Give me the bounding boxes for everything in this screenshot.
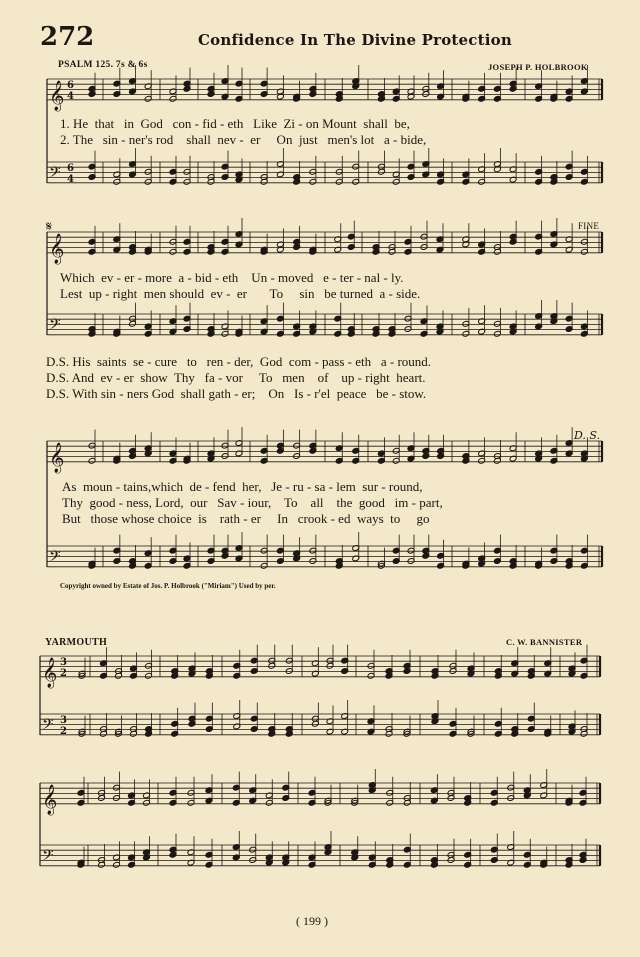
tune-name-yarmouth: YARMOUTH (45, 637, 108, 648)
composer-bannister: C. W. BANNISTER (506, 637, 583, 647)
time-signature-top: 6 (67, 163, 74, 174)
treble-clef-icon: 𝄞 (49, 233, 65, 264)
lyric-s3-verse2: Thy good - ness, Lord, our Sav - iour, To all the good im - part, (62, 495, 443, 510)
ds-line-verse2: D.S. And ev - er show Thy fa - vor To men of up - right heart. (46, 370, 426, 385)
treble-clef-icon: 𝄞 (42, 657, 58, 688)
time-signature-top: 3 (60, 657, 67, 668)
lyric-s1-verse1: 1. He that in God con - fid - eth Like Zi - on Mount shall be, (60, 116, 410, 131)
hymn-number: 272 (40, 22, 95, 52)
composer-holbrook: JOSEPH P. HOLBROOK (488, 62, 588, 72)
time-signature-bottom: 4 (67, 174, 74, 185)
time-signature-bottom: 2 (60, 668, 67, 679)
bass-clef-icon: 𝄢 (42, 715, 54, 737)
lyric-s1-verse2: 2. The sin - ner's rod shall nev - er On just men's lot a - bide, (60, 132, 427, 147)
ds-line-verse3: D.S. With sin - ners God shall gath - er; On Is - r'el peace be - stow. (46, 386, 427, 401)
tune-meter: PSALM 125. 7s & 6s (58, 60, 148, 70)
lyric-s2-verse2: Lest up - right men should ev - er To sin be turned a - side. (60, 286, 421, 301)
treble-clef-icon: 𝄞 (49, 442, 65, 473)
bass-clef-icon: 𝄢 (49, 163, 61, 185)
time-signature-bottom: 2 (60, 726, 67, 737)
bass-clef-icon: 𝄢 (42, 846, 54, 868)
lyric-s2-verse1: Which ev - er - more a - bid - eth Un - moved e - ter - nal - ly. (60, 270, 404, 285)
lyric-s3-verse1: As moun - tains,which de - fend her, Je - ru - sa - lem sur - round, (62, 479, 423, 494)
ds-mark: D. S. (574, 429, 601, 442)
copyright-notice: Copyright owned by Estate of Jos. P. Holbrook ("Miriam") Used by per. (60, 582, 276, 590)
fine-mark: FINE (578, 221, 600, 231)
bass-clef-icon: 𝄢 (49, 315, 61, 337)
page-number: ( 199 ) (296, 914, 328, 928)
time-signature-bottom: 4 (67, 91, 74, 102)
bass-clef-icon: 𝄢 (49, 547, 61, 569)
treble-clef-icon: 𝄞 (42, 784, 58, 815)
lyric-s3-verse3: But those whose choice is rath - er In crook - ed ways to go (62, 511, 430, 526)
time-signature-top: 6 (67, 80, 74, 91)
segno-sign: 𝄋 (46, 219, 53, 235)
hymn-title: Confidence In The Divine Protection (198, 31, 512, 49)
time-signature-top: 3 (60, 715, 67, 726)
treble-clef-icon: 𝄞 (49, 80, 65, 111)
ds-line-verse1: D.S. His saints se - cure to ren - der, God com - pass - eth a - round. (46, 354, 432, 369)
